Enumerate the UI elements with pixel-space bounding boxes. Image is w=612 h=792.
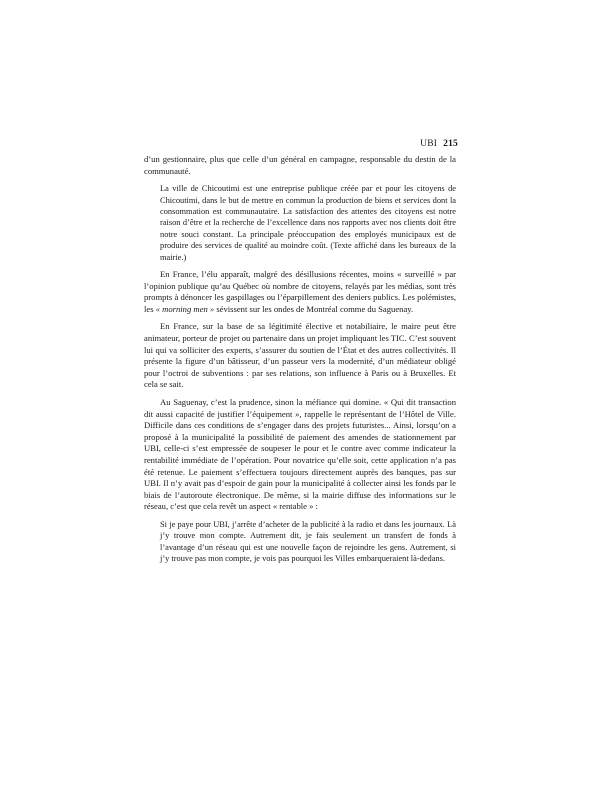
paragraph-france-elu (144, 269, 456, 315)
running-header (380, 139, 458, 149)
paragraph-france-elu-part1: En France, l’élu apparaît, malgré des désillusions récentes, moins « surveillé » par l’opinion publique qu’au Québec où nombre de citoyens, relayés par les médias, sont très prompts à dénoncer les gaspillages ou l’éparpillement des deniers publics. Les polémistes, les (144, 269, 456, 314)
paragraph-france-elu-part2: sévissent sur les ondes de Montréal comme du Saguenay. (214, 303, 414, 314)
paragraph-france-maire: En France, sur la base de sa légitimité élective et notabiliaire, le maire peut être animateur, porteur de projet ou partenaire dans un projet impliquant les TIC. C’est souvent lui qui va solliciter des experts, s’assurer du soutien de l’État et des autres collectivités. Il présente la figure d’un bâtisseur, d’un passeur vers la modernité, d’un médiateur obligé pour l’octroi de subventions : par ses relations, son influence à Paris ou à Bruxelles. Et cela se sait. (144, 321, 456, 390)
paragraph-saguenay: Au Saguenay, c’est la prudence, sinon la méfiance qui domine. « Qui dit transaction dit aussi capacité de justifier l’équipement », rappelle le représentant de l’Hôtel de Ville. Difficile dans ces conditions de s’engager dans des projets futuristes... Ainsi, lorsqu’on a proposé à la municipalité la possibilité de paiement des amendes de stationnement par UBI, celle-ci s’est empressée de soupeser le pour et le contre avec comme indicateur la rentabilité immédiate de l’opération. Pour novatrice qu’elle soit, cette application n’a pas été retenue. Le paiement s’effectuera toujours directement auprès des banques, pas sur UBI. Il n’y avait pas d’espoir de gain pour la municipalité à collecter ainsi les fonds par le biais de l’autoroute électronique. De même, si la mairie diffuse des informations sur le réseau, c’est que cela revêt un aspect « rentable » : (144, 396, 456, 512)
body-text (144, 154, 456, 565)
morning-men-phrase: « morning men » (155, 303, 215, 314)
paragraph-continuation: d’un gestionnaire, plus que celle d’un général en campagne, responsable du destin de la communauté. (144, 154, 456, 176)
running-title: UBI (420, 139, 438, 149)
page-number: 215 (443, 139, 458, 149)
block-quote-mairie: La ville de Chicoutimi est une entreprise publique créée par et pour les citoyens de Chicoutimi, dans le but de mettre en commun la production de biens et services dont la consommation est communautaire. La satisfaction des attentes des citoyens est notre raison d’être et la recherche de l’excellence dans nos rapports avec nos clients doit être notre souci constant. La principale préoccupation des employés municipaux est de produire des services de qualité au moindre coût. (Texte affiché dans les bureaux de la mairie.) (160, 184, 456, 262)
block-quote-ubi: Si je paye pour UBI, j’arrête d’acheter de la publicité à la radio et dans les journaux. Là j’y trouve mon compte. Autrement dit, je fais seulement un transfert de fonds à l’avantage d’un réseau qui est une nouvelle façon de rejoindre les gens. Autrement, si j’y trouve pas mon compte, je vois pas pourquoi les Villes embarqueraient là-dedans. (160, 519, 456, 564)
